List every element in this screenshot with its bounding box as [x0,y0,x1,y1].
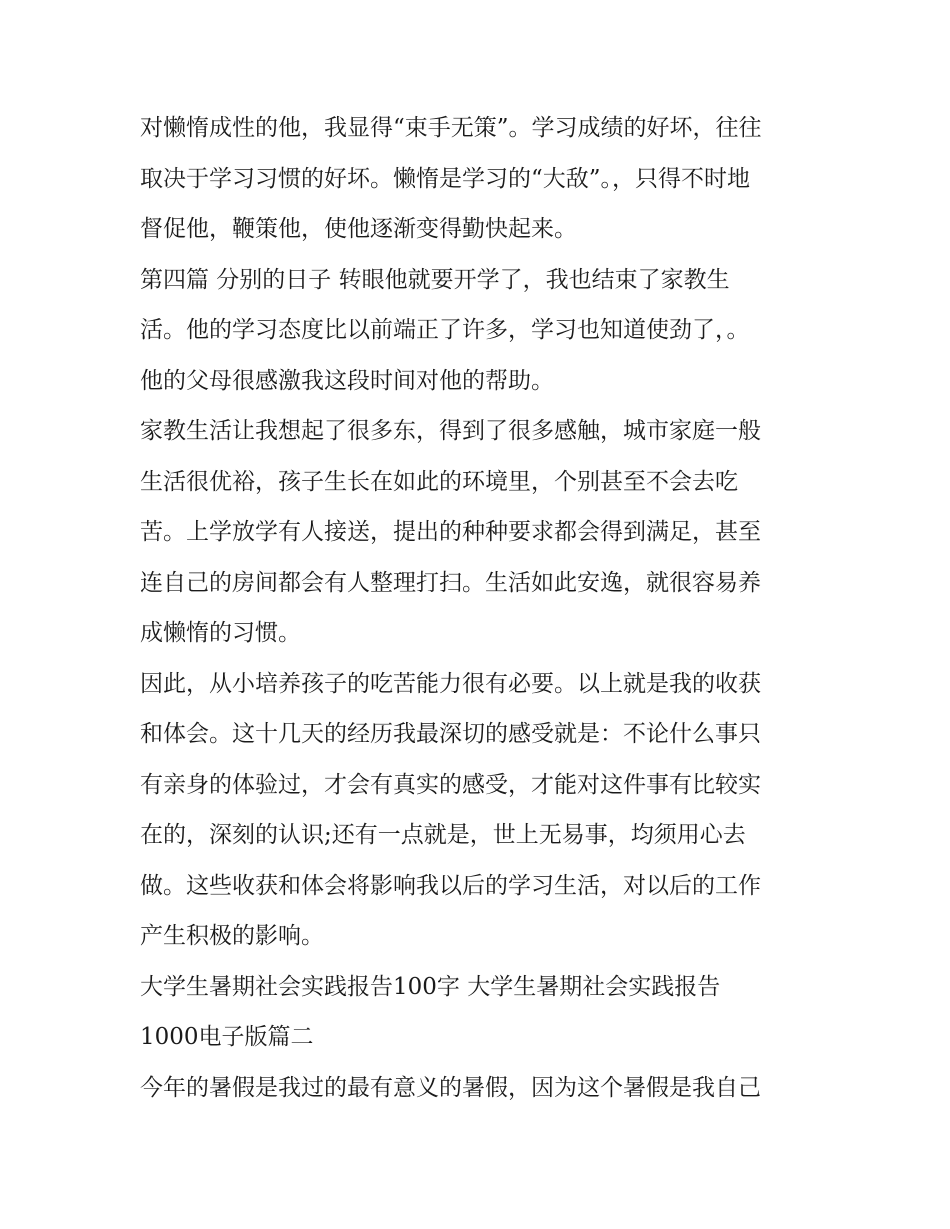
text-line: 和体会。这十几天的经历我最深切的感受就是：不论什么事只 [140,721,761,747]
text-line: 生活很优裕，孩子生长在如此的环境里，个别甚至不会去吃 [140,468,738,495]
text-line: 做。这些收获和体会将影响我以后的学习生活，对以后的工作 [140,872,761,899]
text-line: 督促他，鞭策他，使他逐渐变得勤快起来。 [140,216,577,242]
text-line: 苦。上学放学有人接送，提出的种种要求都会得到满足，甚至 [140,519,761,545]
document-body [140,103,820,1113]
text-line: 活。他的学习态度比以前端正了许多，学习也知道使劲了，。 [140,317,750,343]
section-heading-line: 1000电子版篇二 [140,1024,314,1050]
text-line: 有亲身的体验过，才会有真实的感受，才能对这件事有比较实 [140,771,761,798]
text-line: 成懒惰的习惯。 [140,620,301,646]
text-line: 产生积极的影响。 [140,923,324,949]
text-line: 对懒惰成性的他，我显得“束手无策”。学习成绩的好坏，往往 [140,115,762,141]
text-line: 在的，深刻的认识;还有一点就是，世上无易事，均须用心去 [140,822,746,848]
text-line: 他的父母很感激我这段时间对他的帮助。 [140,367,554,394]
text-line: 家教生活让我想起了很多东，得到了很多感触，城市家庭一般 [140,418,761,444]
text-line: 因此，从小培养孩子的吃苦能力很有必要。以上就是我的收获 [140,670,761,697]
text-line: 连自己的房间都会有人整理打扫。生活如此安逸，就很容易养 [140,569,761,596]
text-line: 取决于学习习惯的好坏。懒惰是学习的“大敌”。，只得不时地 [140,165,751,192]
text-line: 今年的暑假是我过的最有意义的暑假，因为这个暑假是我自己 [140,1074,761,1101]
section-heading-line: 大学生暑期社会实践报告100字 大学生暑期社会实践报告 [140,973,721,1000]
text-line: 第四篇 分别的日子 转眼他就要开学了，我也结束了家教生 [140,266,730,293]
